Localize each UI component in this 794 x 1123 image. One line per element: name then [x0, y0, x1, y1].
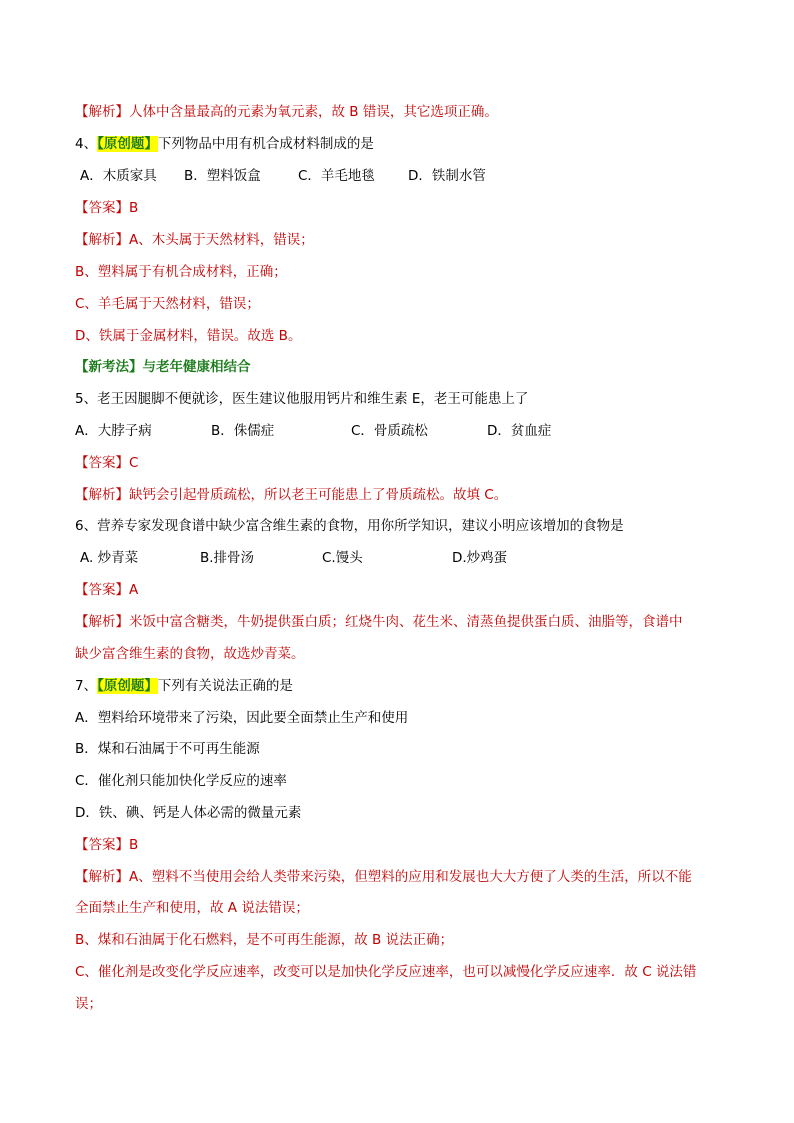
explanation-q7-line5: 误；	[75, 996, 102, 1012]
option-a: A. 炒青菜	[80, 550, 139, 566]
question-6: 6、营养专家发现食谱中缺少富含维生素的食物，用你所学知识，建议小明应该增加的食物是	[75, 518, 624, 534]
question-4-options	[80, 167, 486, 185]
explanation-q4-line2: B、塑料属于有机合成材料，正确；	[75, 264, 287, 280]
option-d: D．铁制水管	[408, 168, 486, 184]
option-b: B．塑料饭盒	[184, 168, 261, 184]
explanation-tag: 【解析】	[75, 232, 129, 248]
option-d: D．贫血症	[487, 423, 552, 439]
explanation-tag: 【解析】	[75, 869, 129, 885]
answer-text: A	[129, 582, 139, 598]
answer-tag: 【答案】	[75, 200, 129, 216]
explanation-text: 缺钙会引起骨质疏松，所以老王可能患上了骨质疏松。故填 C。	[129, 487, 508, 503]
explanation-q4-line3: C、羊毛属于天然材料，错误；	[75, 296, 260, 312]
explanation-text: A、塑料不当使用会给人类带来污染，但塑料的应用和发展也大大方便了人类的生活，所以不能	[129, 869, 692, 885]
question-number: 4、	[75, 136, 98, 152]
question-5: 5、老王因腿脚不便就诊，医生建议他服用钙片和维生素 E，老王可能患上了	[75, 391, 529, 407]
question-5-options	[75, 422, 551, 440]
option-c: C．骨质疏松	[351, 423, 428, 439]
option-c: C．羊毛地毯	[298, 168, 375, 184]
explanation-q5	[75, 486, 507, 504]
answer-tag: 【答案】	[75, 837, 129, 853]
explanation-q7-line2: 全面禁止生产和使用，故 A 说法错误；	[75, 900, 309, 916]
question-7-option-a: A．塑料给环境带来了污染，因此要全面禁止生产和使用	[75, 710, 409, 726]
question-text: 下列有关说法正确的是	[157, 678, 293, 694]
answer-q5	[75, 454, 138, 472]
explanation-tag: 【解析】	[75, 614, 129, 630]
option-a: A．大脖子病	[75, 423, 152, 439]
explanation-q7-line3: B、煤和石油属于化石燃料，是不可再生能源，故 B 说法正确；	[75, 932, 454, 948]
explanation-text: 人体中含量最高的元素为氧元素，故 B 错误，其它选项正确。	[129, 104, 498, 120]
answer-q6	[75, 581, 138, 599]
original-tag: 【原创题】	[97, 678, 158, 694]
answer-q7	[75, 836, 138, 854]
option-b: B．侏儒症	[211, 423, 275, 439]
explanation-tag: 【解析】	[75, 487, 129, 503]
explanation-text: 米饭中富含糖类，牛奶提供蛋白质；红烧牛肉、花生米、清蒸鱼提供蛋白质、油脂等，食谱中	[129, 614, 683, 630]
explanation-q7-line1	[75, 868, 692, 886]
question-6-options	[80, 549, 507, 567]
explanation-q4-line4: D、铁属于金属材料，错误。故选 B。	[75, 328, 302, 344]
question-7-option-c: C．催化剂只能加快化学反应的速率	[75, 773, 287, 789]
option-d: D.炒鸡蛋	[452, 550, 508, 566]
answer-text: B	[129, 200, 139, 216]
new-method-tag: 【新考法】	[75, 359, 143, 375]
explanation-tag: 【解析】	[75, 104, 129, 120]
answer-text: B	[129, 837, 139, 853]
answer-tag: 【答案】	[75, 455, 129, 471]
new-method-heading	[75, 358, 251, 376]
question-text: 下列物品中用有机合成材料制成的是	[157, 136, 374, 152]
explanation-q6-line2: 缺少富含维生素的食物，故选炒青菜。	[75, 646, 305, 662]
question-number: 7、	[75, 678, 98, 694]
explanation-q4-line1	[75, 231, 314, 249]
explanation-q7-line4: C、催化剂是改变化学反应速率，改变可以是加快化学反应速率，也可以减慢化学反应速率．故 C 说法错	[75, 964, 697, 980]
option-a: A．木质家具	[80, 168, 157, 184]
original-tag: 【原创题】	[97, 136, 158, 152]
question-7-option-b: B．煤和石油属于不可再生能源	[75, 741, 260, 757]
answer-text: C	[129, 455, 139, 471]
answer-tag: 【答案】	[75, 582, 129, 598]
explanation-q3	[75, 103, 498, 121]
explanation-q6-line1	[75, 613, 683, 631]
answer-q4	[75, 199, 138, 217]
option-c: C.馒头	[322, 550, 363, 566]
option-b: B.排骨汤	[200, 550, 255, 566]
question-4	[75, 135, 374, 153]
question-7	[75, 677, 293, 695]
question-7-option-d: D．铁、碘、钙是人体必需的微量元素	[75, 805, 302, 821]
new-method-text: 与老年健康相结合	[142, 359, 251, 375]
explanation-text: A、木头属于天然材料，错误；	[129, 232, 314, 248]
